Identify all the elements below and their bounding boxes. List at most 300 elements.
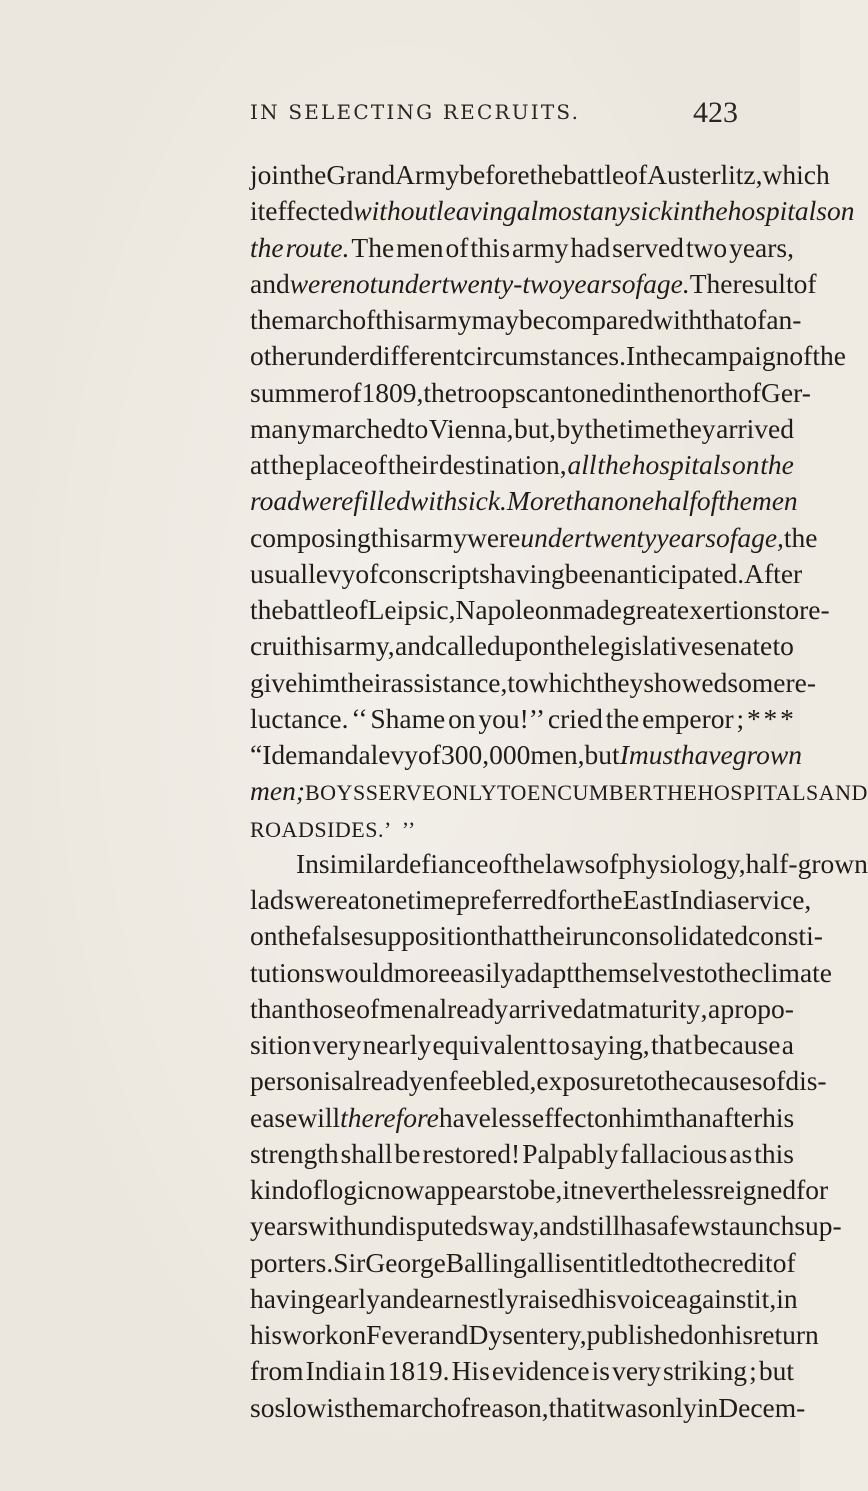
- word: place: [305, 449, 364, 480]
- word: BOYS: [305, 780, 366, 806]
- word: but: [758, 1355, 794, 1387]
- word: Army: [395, 159, 460, 190]
- word: levy: [308, 557, 356, 589]
- word: may: [471, 304, 519, 335]
- word: the: [250, 594, 284, 625]
- word: the: [718, 485, 752, 517]
- word: re-: [785, 666, 816, 698]
- word: it: [589, 1391, 606, 1423]
- word: they: [596, 666, 644, 698]
- text-line: [250, 813, 794, 845]
- text-line: [250, 1065, 827, 1097]
- word: were: [294, 884, 348, 915]
- word: after: [711, 1101, 763, 1133]
- word: served: [612, 231, 684, 263]
- word: effect: [532, 1101, 595, 1133]
- word: of: [355, 557, 379, 589]
- word: already: [427, 992, 509, 1024]
- word: on: [826, 195, 855, 227]
- text-line: [250, 1103, 794, 1133]
- word: strength: [250, 1137, 339, 1169]
- word: Grand: [326, 159, 396, 190]
- word: the: [529, 159, 564, 190]
- word: age.: [643, 267, 690, 299]
- word: few: [669, 1210, 711, 1242]
- word: this: [754, 1137, 794, 1169]
- word: any: [590, 195, 630, 227]
- word: to: [696, 956, 718, 988]
- text-line: [250, 195, 855, 227]
- text-line: [250, 1391, 806, 1423]
- word: the: [783, 521, 818, 553]
- word: of: [445, 231, 469, 263]
- word: kind: [250, 1174, 299, 1205]
- word: years,: [729, 231, 794, 263]
- word: to: [772, 630, 794, 662]
- word: route.: [285, 231, 350, 263]
- word: defiance: [395, 847, 489, 879]
- word: years: [250, 1210, 309, 1242]
- word: of: [447, 1391, 470, 1423]
- word: grown: [732, 739, 803, 770]
- word: work: [282, 1319, 339, 1350]
- word: this: [370, 521, 411, 553]
- text-line: [250, 594, 830, 625]
- word: sick.: [457, 485, 507, 517]
- word: made: [562, 594, 622, 625]
- word: on: [250, 920, 278, 952]
- word: been: [564, 557, 617, 589]
- word: false: [311, 920, 364, 952]
- word: 300,000: [440, 739, 531, 770]
- word: they: [668, 412, 716, 444]
- word: many: [250, 412, 312, 444]
- word: years: [562, 267, 622, 299]
- word: than: [664, 1101, 712, 1133]
- word: but: [584, 739, 620, 770]
- word: of: [789, 340, 813, 372]
- word: has: [620, 1210, 657, 1242]
- word: a: [656, 1210, 670, 1242]
- word: striking: [663, 1355, 748, 1387]
- word: SERVE: [365, 780, 437, 806]
- text-line: [250, 1319, 819, 1350]
- word: HOSPITALS: [697, 780, 819, 806]
- word: “I: [250, 739, 272, 770]
- word: propo-: [720, 992, 794, 1024]
- word: equivalent: [432, 1029, 548, 1060]
- text-line: [250, 1248, 794, 1278]
- text-line: [250, 775, 868, 808]
- text-line: [250, 1174, 829, 1205]
- word: easily: [450, 956, 515, 988]
- word: great: [621, 594, 677, 625]
- word: north: [680, 376, 739, 408]
- text-line: [250, 666, 816, 698]
- word: one: [367, 884, 408, 915]
- word: army: [410, 521, 467, 553]
- word: cried: [547, 702, 603, 734]
- word: the: [292, 159, 327, 190]
- word: of: [715, 521, 738, 553]
- word: and: [379, 1282, 420, 1314]
- word: cantoned: [525, 376, 626, 408]
- word: arrived: [508, 992, 587, 1024]
- word: have: [438, 1101, 491, 1133]
- word: *: [780, 702, 794, 734]
- running-head: [0, 96, 800, 136]
- text-line: [250, 450, 794, 480]
- word: the: [589, 884, 623, 915]
- word: Palpably: [522, 1137, 619, 1169]
- word: those: [297, 992, 356, 1024]
- word: in: [625, 376, 647, 408]
- text-line: [250, 1282, 798, 1314]
- word: that: [548, 1391, 590, 1423]
- word: two: [685, 231, 728, 263]
- word: unconsolidated: [581, 920, 749, 952]
- word: entitled: [572, 1246, 656, 1278]
- word: their: [531, 920, 582, 952]
- word: than: [250, 992, 298, 1024]
- word: him: [297, 666, 341, 698]
- word: Sir: [333, 1246, 366, 1278]
- word: the: [556, 630, 590, 662]
- word: legislative: [590, 630, 704, 662]
- word: was: [605, 1391, 648, 1423]
- word: the: [760, 449, 794, 480]
- word: is: [323, 1065, 342, 1097]
- word: already: [341, 1065, 423, 1097]
- word: had: [570, 231, 611, 263]
- word: Decem-: [718, 1391, 806, 1423]
- word: must: [628, 739, 681, 770]
- word: years: [656, 521, 716, 553]
- word: march: [283, 304, 353, 335]
- word: assistance,: [390, 666, 508, 698]
- word: early: [324, 1282, 380, 1314]
- word: climate: [751, 956, 832, 988]
- word: Shame: [370, 702, 446, 734]
- word: of: [352, 304, 376, 335]
- text-line: [250, 521, 818, 553]
- word: army: [414, 304, 472, 335]
- text-line: [250, 1139, 794, 1169]
- word: re-: [799, 594, 830, 625]
- word: senate: [703, 630, 773, 662]
- text-line: [250, 485, 798, 517]
- text-line: [250, 1030, 794, 1060]
- word: THE: [653, 780, 698, 806]
- word: men: [250, 775, 296, 807]
- word: the: [694, 195, 728, 227]
- word: of: [488, 847, 512, 879]
- word: would: [324, 956, 394, 988]
- text-line: [250, 1210, 842, 1242]
- word: and: [428, 1319, 469, 1350]
- word: from: [250, 1355, 304, 1387]
- word: against: [676, 1282, 755, 1314]
- word: called: [435, 630, 501, 662]
- text-line: [250, 304, 802, 335]
- word: shall: [340, 1137, 393, 1169]
- word: on: [448, 702, 476, 734]
- word: so: [250, 1391, 275, 1423]
- word: result: [732, 267, 794, 299]
- word: therefore: [340, 1101, 439, 1133]
- word: it: [562, 1174, 578, 1205]
- word: time: [407, 884, 457, 915]
- word: a: [358, 739, 371, 770]
- word: all: [567, 449, 597, 480]
- word: leaving: [435, 195, 517, 227]
- word: 1809,: [361, 376, 424, 408]
- word: ONLY: [436, 780, 498, 806]
- word: the: [648, 340, 683, 372]
- word: to: [548, 1029, 570, 1060]
- word: the: [812, 340, 846, 372]
- word: now: [376, 1174, 425, 1205]
- word: to: [508, 1174, 530, 1205]
- word: join: [250, 159, 293, 190]
- word: ENCUMBER: [526, 780, 654, 806]
- word: with: [653, 304, 703, 335]
- word: After: [744, 557, 803, 589]
- word: because: [693, 1029, 781, 1060]
- word: of: [738, 376, 762, 408]
- word: the: [597, 449, 631, 480]
- word: is: [591, 1355, 610, 1387]
- word: that: [650, 1029, 693, 1060]
- word: of: [595, 847, 619, 879]
- word: of: [344, 594, 368, 625]
- word: emperor: [642, 702, 734, 734]
- word: themselves: [573, 956, 697, 988]
- word: battle: [563, 159, 625, 190]
- word: Fever: [366, 1319, 429, 1350]
- text-line: [250, 376, 811, 408]
- word: enfeebled,: [422, 1065, 537, 1097]
- word: their: [387, 449, 439, 480]
- word: adapt: [514, 956, 574, 988]
- word: to: [507, 666, 529, 698]
- word: twenty: [584, 521, 657, 553]
- word: to: [635, 1065, 658, 1097]
- word: exertions: [676, 594, 778, 625]
- text-line: [250, 159, 830, 190]
- word: the: [344, 1391, 379, 1423]
- word: Ballingall: [445, 1246, 555, 1278]
- word: of: [338, 376, 362, 408]
- word: is: [554, 1246, 573, 1278]
- word: to: [777, 594, 800, 625]
- word: on: [594, 1101, 622, 1133]
- word: consti-: [748, 920, 823, 952]
- word: of: [772, 1246, 796, 1278]
- word: as: [729, 1137, 753, 1169]
- word: by: [556, 412, 585, 444]
- word: the: [511, 847, 545, 879]
- word: *: [763, 702, 778, 734]
- word: The: [351, 231, 395, 263]
- word: not: [342, 267, 378, 299]
- word: that: [702, 304, 744, 335]
- word: circumstances.: [463, 340, 626, 372]
- word: army,: [333, 630, 395, 662]
- word: almost: [516, 195, 591, 227]
- word: twenty-two: [441, 267, 563, 299]
- word: age,: [737, 521, 784, 553]
- word: usual: [250, 557, 309, 589]
- word: levy: [370, 739, 419, 770]
- word: earnestly: [419, 1282, 519, 1314]
- word: be,: [529, 1174, 563, 1205]
- word: destination,: [439, 449, 567, 480]
- word: is: [326, 1391, 345, 1423]
- word: In: [625, 340, 649, 372]
- word: road: [250, 485, 301, 517]
- word: hospitals: [631, 449, 732, 480]
- word: before: [459, 159, 530, 190]
- word: similar: [318, 847, 396, 879]
- text-line: [250, 994, 794, 1024]
- word: his: [762, 1101, 795, 1133]
- word: the: [270, 449, 305, 480]
- word: it,: [754, 1282, 777, 1314]
- word: the: [676, 1246, 711, 1278]
- word: the: [250, 231, 284, 263]
- word: porters.: [250, 1246, 334, 1278]
- running-head-title: IN SELECTING RECRUITS.: [250, 100, 581, 124]
- word: very: [612, 1355, 661, 1387]
- word: lads: [250, 884, 295, 915]
- word: men: [379, 992, 427, 1024]
- word: evidence: [491, 1355, 590, 1387]
- word: physiology,: [618, 847, 746, 879]
- word: supposition: [363, 920, 490, 952]
- word: you!’’: [478, 702, 546, 734]
- word: credit: [710, 1246, 773, 1278]
- word: arrived: [716, 412, 794, 444]
- word: effected: [265, 195, 354, 227]
- word: India: [670, 884, 727, 915]
- word: I: [619, 739, 629, 770]
- page-number: 423: [693, 96, 738, 129]
- word: having: [250, 1282, 325, 1314]
- word: reason,: [470, 1391, 549, 1423]
- word: some: [727, 666, 786, 698]
- word: *: [746, 702, 761, 734]
- word: service,: [726, 884, 812, 915]
- word: Dysentery,: [468, 1319, 587, 1350]
- text-line: [250, 704, 794, 734]
- text-line: [250, 920, 823, 952]
- word: ;: [736, 702, 745, 734]
- word: the: [657, 1065, 691, 1097]
- text-line: [250, 739, 803, 770]
- word: their: [340, 666, 391, 698]
- word: published: [586, 1319, 694, 1350]
- word: person: [250, 1065, 324, 1097]
- word: The: [689, 267, 733, 299]
- word: sup-: [794, 1210, 842, 1242]
- text-line: [250, 557, 803, 589]
- word: undisputed: [356, 1210, 478, 1242]
- word: for: [556, 884, 590, 915]
- word: ‘‘: [351, 702, 368, 734]
- word: filled: [353, 485, 410, 517]
- word: men: [396, 231, 444, 263]
- word: than: [565, 485, 615, 517]
- word: of: [418, 739, 441, 770]
- word: at: [586, 992, 607, 1024]
- word: in: [672, 195, 695, 227]
- word: of: [793, 267, 817, 299]
- word: exposure: [536, 1065, 636, 1097]
- word: to: [406, 412, 429, 444]
- word: which: [762, 159, 830, 190]
- word: tutions: [250, 956, 325, 988]
- word: one: [614, 485, 655, 517]
- word: reigned: [713, 1174, 797, 1205]
- word: under: [377, 267, 442, 299]
- word: the: [423, 376, 458, 408]
- word: of: [364, 449, 387, 480]
- word: luctance.: [250, 702, 349, 734]
- word: time: [618, 412, 668, 444]
- word: East: [622, 884, 671, 915]
- word: nevertheless: [577, 1174, 714, 1205]
- word: nearly: [362, 1029, 432, 1060]
- word: showed: [643, 666, 728, 698]
- word: ease: [250, 1101, 298, 1133]
- word: without: [353, 195, 436, 227]
- word: summer: [250, 376, 339, 408]
- word: men,: [530, 739, 585, 770]
- word: saying,: [570, 1029, 650, 1060]
- word: ,: [700, 992, 708, 1024]
- word: his: [300, 630, 333, 662]
- word: raised: [518, 1282, 585, 1314]
- word: and: [250, 267, 290, 299]
- word: 1819.: [387, 1355, 450, 1387]
- word: and: [394, 630, 435, 662]
- word: Napoleon: [455, 594, 563, 625]
- word: grown: [797, 847, 868, 879]
- word: staunch: [710, 1210, 795, 1242]
- text-line: [250, 414, 794, 444]
- word: the: [250, 304, 284, 335]
- word: anticipated.: [616, 557, 745, 589]
- word: slow: [274, 1391, 327, 1423]
- word: in: [696, 1391, 719, 1423]
- word: have: [680, 739, 733, 770]
- word: Austerlitz,: [647, 159, 763, 190]
- word: with: [308, 1210, 357, 1242]
- word: George: [365, 1246, 446, 1278]
- word: having: [489, 557, 565, 589]
- word: fallacious: [620, 1137, 728, 1169]
- word: compared: [544, 304, 654, 335]
- word: this: [470, 231, 511, 263]
- word: be: [518, 304, 545, 335]
- word: the: [646, 376, 681, 408]
- word: maturity: [607, 992, 701, 1024]
- word: only: [647, 1391, 697, 1423]
- word: half-: [745, 847, 798, 879]
- word: restored!: [422, 1137, 521, 1169]
- word: of: [621, 267, 644, 299]
